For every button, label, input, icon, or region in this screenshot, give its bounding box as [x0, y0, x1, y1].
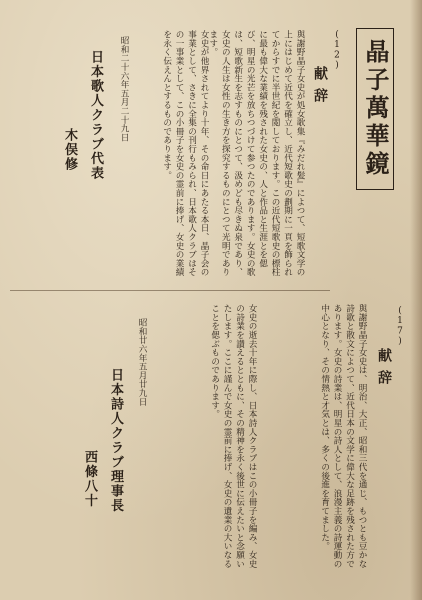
lower-organization: 日本詩人クラブ理事長	[108, 368, 123, 513]
upper-date: 昭和二十六年五月二十九日	[119, 36, 129, 142]
title-box	[356, 28, 394, 190]
page-edge-shadow	[410, 0, 422, 600]
upper-page-number: (12)	[332, 30, 342, 71]
lower-heading: 献辞	[376, 348, 392, 392]
upper-body-paragraph: 與謝野晶子女史が処女歌集『みだれ髪』によつて、短歌文学の上にはじめて近代を確立し、近代短歌史の劃期に一頁を飾られてからすでに半世紀を閲しております。この近代短歌史の標柱に最も偉大な業績を残された女史の、人と作品と生涯とを偲び、明星の光芒を放ちつづけて参つたのであります。女史の歌は、短歌新生を志すものにとつて、汲めども尽きぬ泉であり、女史の人生は女性の生き方を探究するものにとつて光明であります。	[207, 30, 305, 277]
lower-signatory-name: 西條八十	[82, 450, 97, 508]
lower-body-paragraph-2: 女史の逝去十年に際し、日本詩人クラブはこの小冊子を編み、女史の詩業を讃えるとともに、その精神を永く後世に伝えたいと念願いたします。ここに謹んで女史の霊前に捧げ、女史の遺業の大いなることを偲ぶものであります。	[209, 304, 257, 568]
lower-date: 昭和廿六年五月廿九日	[137, 318, 147, 406]
lower-body-paragraph: 與謝野晶子女史は、明治、大正、昭和三代を通じ、もつとも豆かな詩歌と散文によつて、近代日本の文学に偉大な足跡を残された方であります。女史の詩業は、明星の詩人として、浪漫主義の詩運動の中心となり、その情熱と才気とは、多くの後進を育てました。	[319, 304, 367, 568]
upper-body-paragraph-2: 女史が他界されてより十年、その命日にあたる本日、晶子会の事業として、さきに全集の刊行もみられ、日本歌人クラブはその一事業として、この小冊子を女史の霊前に捧げ、女史の業績を永く伝えんとするものであります。	[161, 30, 209, 277]
upper-organization: 日本歌人クラブ代表	[88, 50, 103, 181]
lower-page-number: (17)	[395, 306, 405, 347]
section-divider	[10, 290, 330, 291]
upper-signatory-name: 木俣修	[62, 128, 77, 172]
page-title: 晶子萬華鏡	[361, 39, 390, 179]
upper-heading: 献辞	[312, 66, 328, 110]
